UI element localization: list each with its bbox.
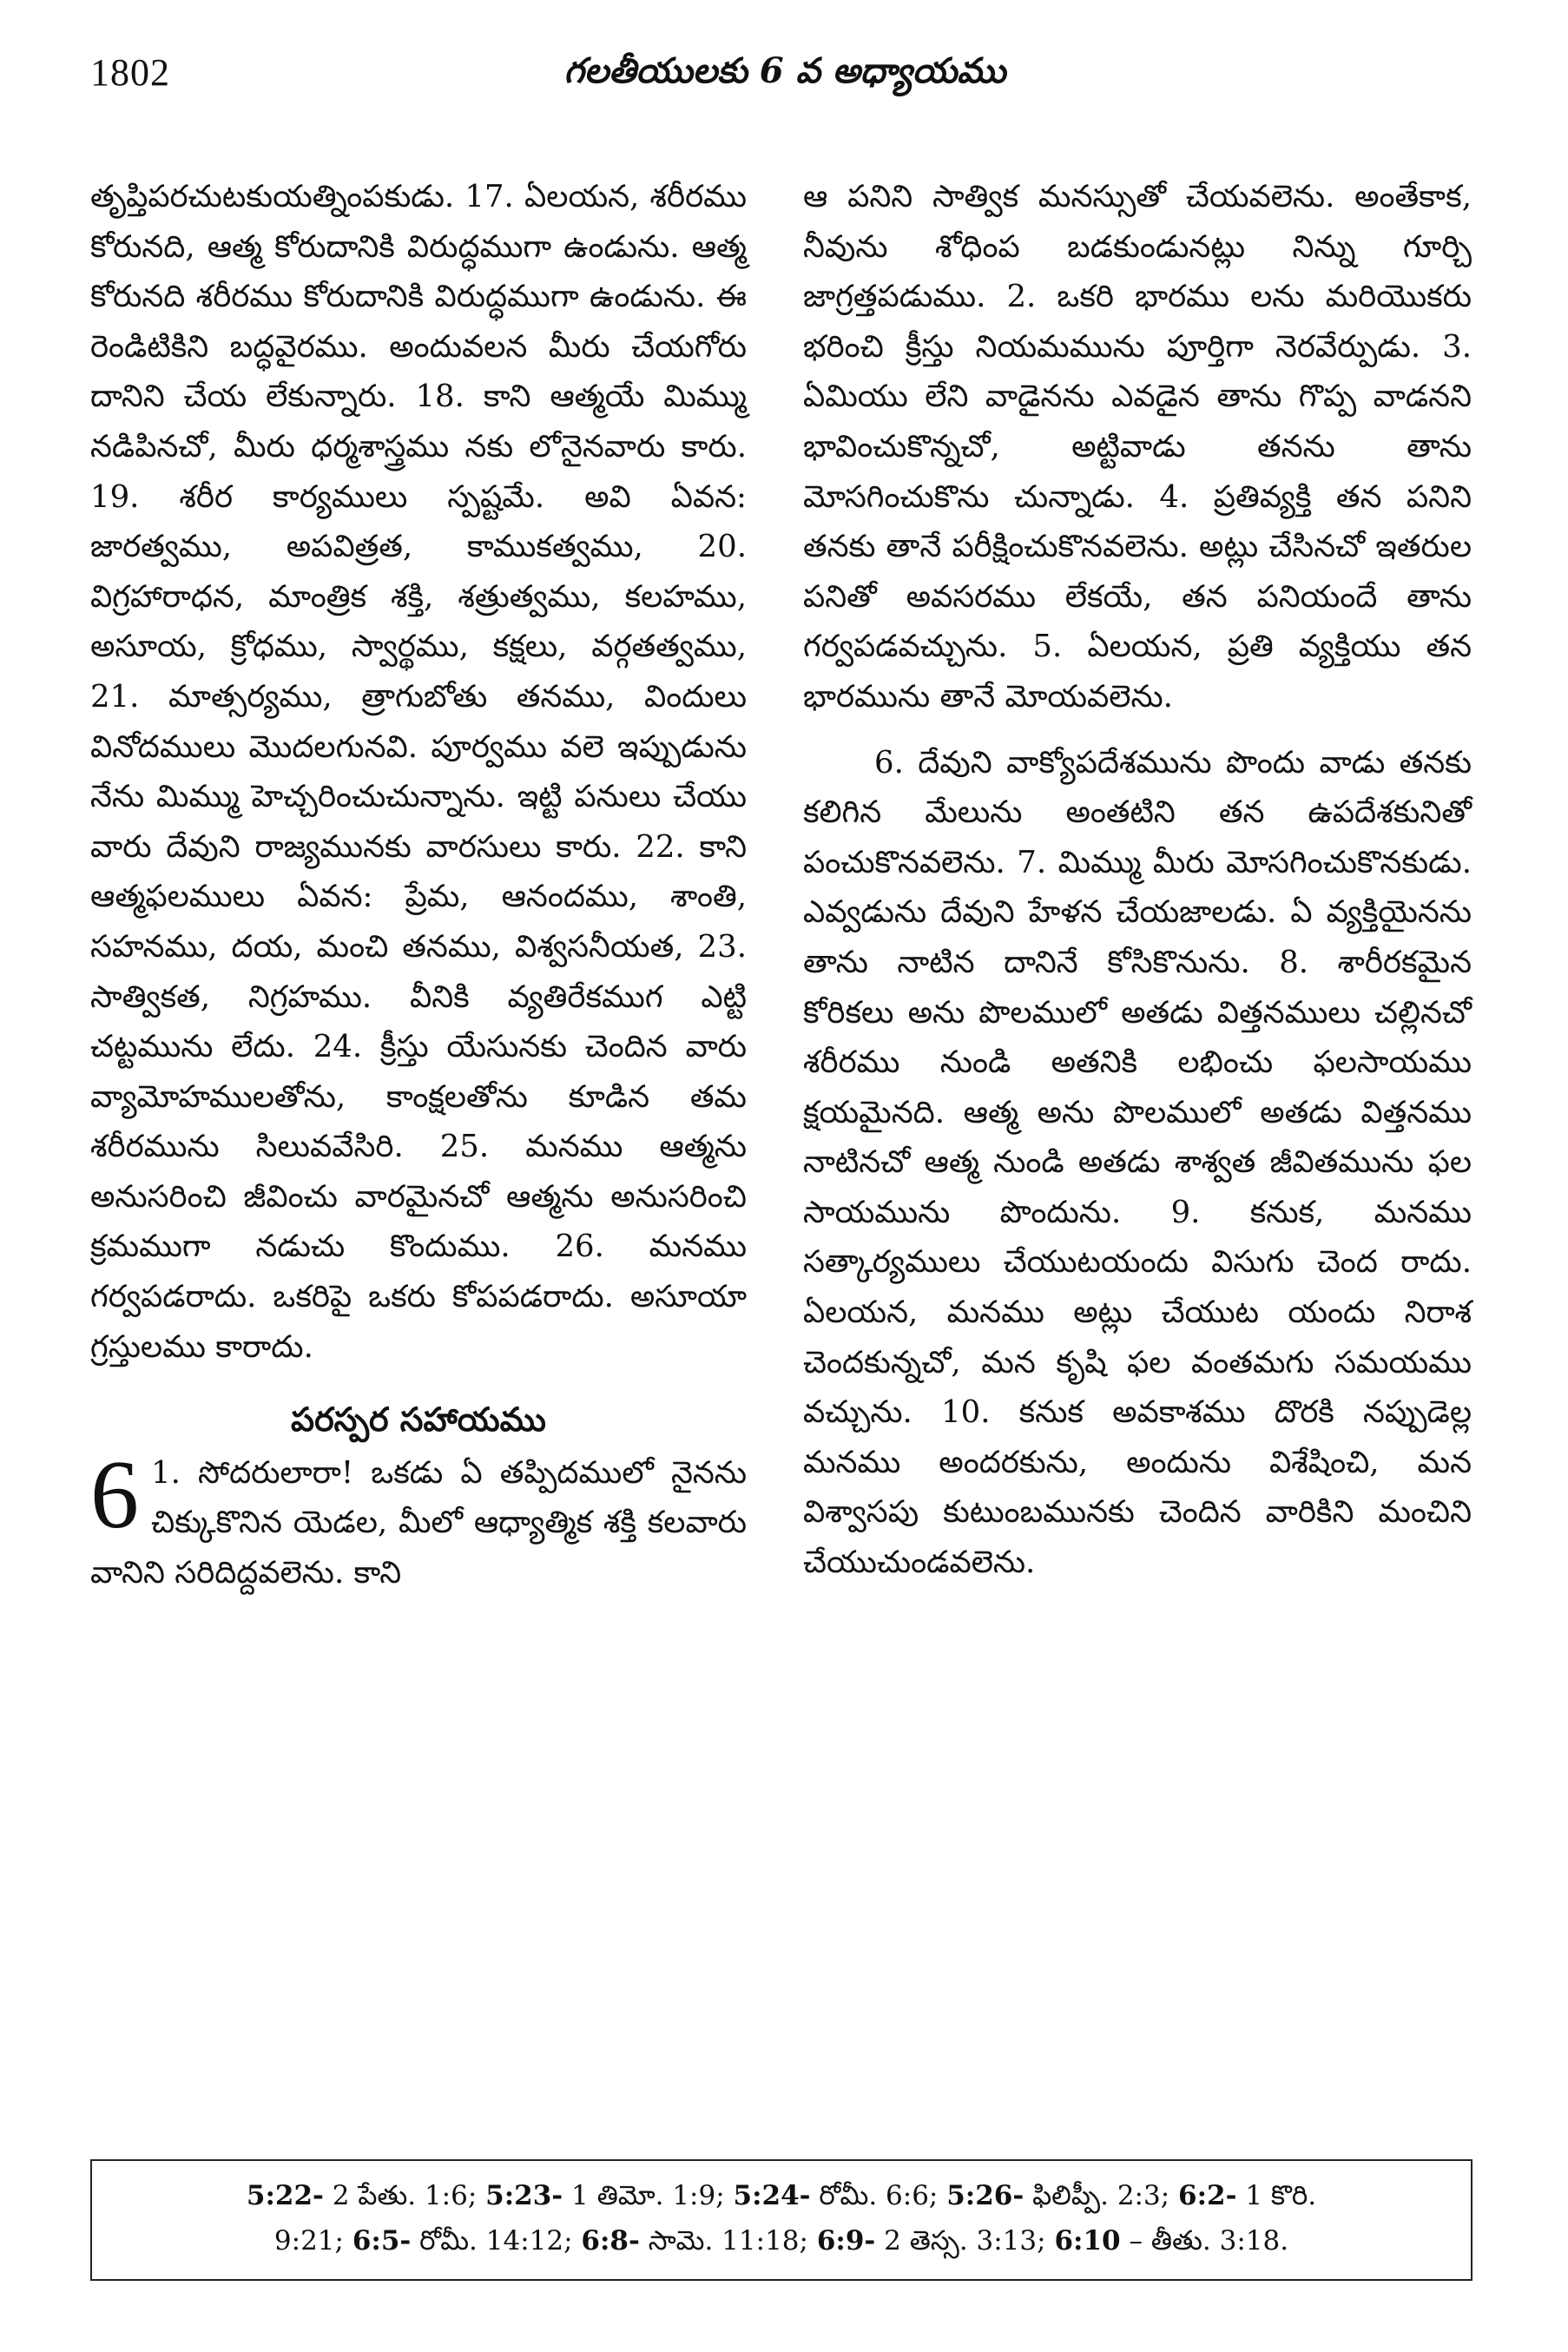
page-number: 1802 xyxy=(90,51,170,94)
footnote-ref: 6:9- xyxy=(816,2225,876,2256)
footnote-text: రోమీ. 6:6; xyxy=(810,2180,947,2211)
paragraph-right-2: 6. దేవుని వాక్యోపదేశమును పొందు వాడు తనకు కలిగిన మేలును అంతటిని తన ఉపదేశకునితో పంచుకొనవలెను. 7. మిమ్ము మీరు మోసగించుకొనకుడు. ఎవ్వడును దేవుని హేళన చేయజాలడు. ఏ వ్యక్తియైనను తాను నాటిన దానినే కోసికొనును. 8. శారీరకమైన కోరికలు అను పొలములో అతడు విత్తనములు చల్లినచో శరీరము నుండి అతనికి లభించు ఫలసాయము క్షయమైనది. ఆత్మ అను పొలములో అతడు విత్తనము నాటినచో ఆత్మ నుండి అతడు శాశ్వత జీవితమును ఫల సాయమును పొందును. 9. కనుక, మనము సత్కార్యములు చేయుటయందు విసుగు చెంద రాదు. ఏలయన, మనము అట్లు చేయుట యందు నిరాశ చెందకున్నచో, మన కృషి ఫల వంతమగు సమయము వచ్చును. 10. కనుక అవకాశము దొరకి నప్పుడెల్ల మనము అందరకును, అందును విశేషించి, మన విశ్వాసపు కుటుంబమునకు చెందిన వారికిని మంచిని చేయుచుండవలెను. xyxy=(803,744,1472,1581)
paragraph-right-1: ఆ పనిని సాత్విక మనస్సుతో చేయవలెను. అంతేకాక, నీవును శోధింప బడకుండునట్లు నిన్ను గూర్చి జాగ్రత్తపడుము. 2. ఒకరి భారము లను మరియొకరు భరించి క్రీస్తు నియమమును పూర్తిగా నెరవేర్పుడు. 3. ఏమియు లేని వాడైనను ఎవడైన తాను గొప్ప వాడనని భావించుకొన్నచో, అట్టివాడు తనను తాను మోసగించుకొను చున్నాడు. 4. ప్రతివ్యక్తి తన పనిని తనకు తానే పరీక్షించుకొనవలెను. అట్లు చేసినచో ఇతరుల పనితో అవసరము లేకయే, తన పనియందే తాను గర్వపడవచ్చును. 5. ఏలయన, ప్రతి వ్యక్తియు తన భారమును తానే మోయవలెను. xyxy=(803,179,1472,715)
cross-reference-box xyxy=(90,2159,1472,2281)
running-title: గలతీయులకు 6 వ అధ్యాయము xyxy=(563,50,1006,91)
footnote-text: 9:21; xyxy=(273,2225,352,2256)
footnote-ref: 6:8- xyxy=(581,2225,640,2256)
footnote-text: సామె. 11:18; xyxy=(639,2225,817,2256)
footnote-ref: 5:22- xyxy=(246,2180,324,2211)
footnote-text: – తీతు. 3:18. xyxy=(1120,2225,1289,2256)
footnote-ref: 5:26- xyxy=(946,2180,1024,2211)
paragraph-left-1: తృప్తిపరచుటకుయత్నింపకుడు. 17. ఏలయన, శరీరము కోరునది, ఆత్మ కోరుదానికి విరుద్ధముగా ఉండును. ఆత్మ కోరునది శరీరము కోరుదానికి విరుద్ధముగా ఉండును. ఈ రెండిటికిని బద్ధవైరము. అందువలన మీరు చేయగోరు దానిని చేయ లేకున్నారు. 18. కాని ఆత్మయే మిమ్ము నడిపినచో, మీరు ధర్మశాస్త్రము నకు లోనైనవారు కారు. 19. శరీర కార్యములు స్పష్టమే. అవి ఏవన: జారత్వము, అపవిత్రత, కాముకత్వము, 20. విగ్రహారాధన, మాంత్రిక శక్తి, శత్రుత్వము, కలహము, అసూయ, క్రోధము, స్వార్థము, కక్షలు, వర్గతత్వము, 21. మాత్సర్యము, త్రాగుబోతు తనము, విందులు వినోదములు మొదలగునవి. పూర్వము వలె ఇప్పుడును నేను మిమ్ము హెచ్చరించుచున్నాను. ఇట్టి పనులు చేయు వారు దేవుని రాజ్యమునకు వారసులు కారు. 22. కాని ఆత్మఫలములు ఏవన: ప్రేమ, ఆనందము, శాంతి, సహనము, దయ, మంచి తనము, విశ్వసనీయత, 23. సాత్వికత, నిగ్రహము. వీనికి వ్యతిరేకముగ ఎట్టి చట్టమును లేదు. 24. క్రీస్తు యేసునకు చెందిన వారు వ్యామోహములతోను, కాంక్షలతోను కూడిన తమ శరీరమును సిలువవేసిరి. 25. మనము ఆత్మను అనుసరించి జీవించు వారమైనచో ఆత్మను అనుసరించి క్రమముగా నడుచు కొందుము. 26. మనము గర్వపడరాదు. ఒకరిపై ఒకరు కోపపడరాదు. అసూయా గ్రస్తులము కారాదు. xyxy=(90,179,747,1365)
footnote-ref: 6:5- xyxy=(352,2225,412,2256)
footnote-text: రోమీ. 14:12; xyxy=(411,2225,582,2256)
footnote-text: 2 తెస్స. 3:13; xyxy=(875,2225,1055,2256)
right-column xyxy=(803,172,1472,1588)
footnote-line-2 xyxy=(92,2218,1471,2263)
footnote-ref: 5:23- xyxy=(485,2180,563,2211)
left-column xyxy=(90,172,747,1598)
footnote-text: ఫిలిప్పీ. 2:3; xyxy=(1024,2180,1179,2211)
footnote-text: 1 కొరి. xyxy=(1236,2180,1317,2211)
chapter-start xyxy=(90,1440,747,1598)
footnote-line-1 xyxy=(92,2173,1471,2218)
footnote-text: 2 పేతు. 1:6; xyxy=(323,2180,486,2211)
page-header xyxy=(90,50,1479,120)
chapter-number: 6 xyxy=(90,1440,139,1549)
section-heading: పరస్పర సహాయము xyxy=(291,1400,546,1440)
footnote-ref: 6:2- xyxy=(1178,2180,1237,2211)
footnote-text: 1 తిమో. 1:9; xyxy=(563,2180,734,2211)
footnote-ref: 6:10 xyxy=(1054,2225,1121,2256)
chapter-paragraph: 1. సోదరులారా! ఒకడు ఏ తప్పిదములో నైనను చిక్కుకొనిన యెడల, మీలో ఆధ్యాత్మిక శక్తి కలవారు వానిని సరిదిద్దవలెను. కాని xyxy=(90,1454,747,1591)
footnote-ref: 5:24- xyxy=(733,2180,811,2211)
